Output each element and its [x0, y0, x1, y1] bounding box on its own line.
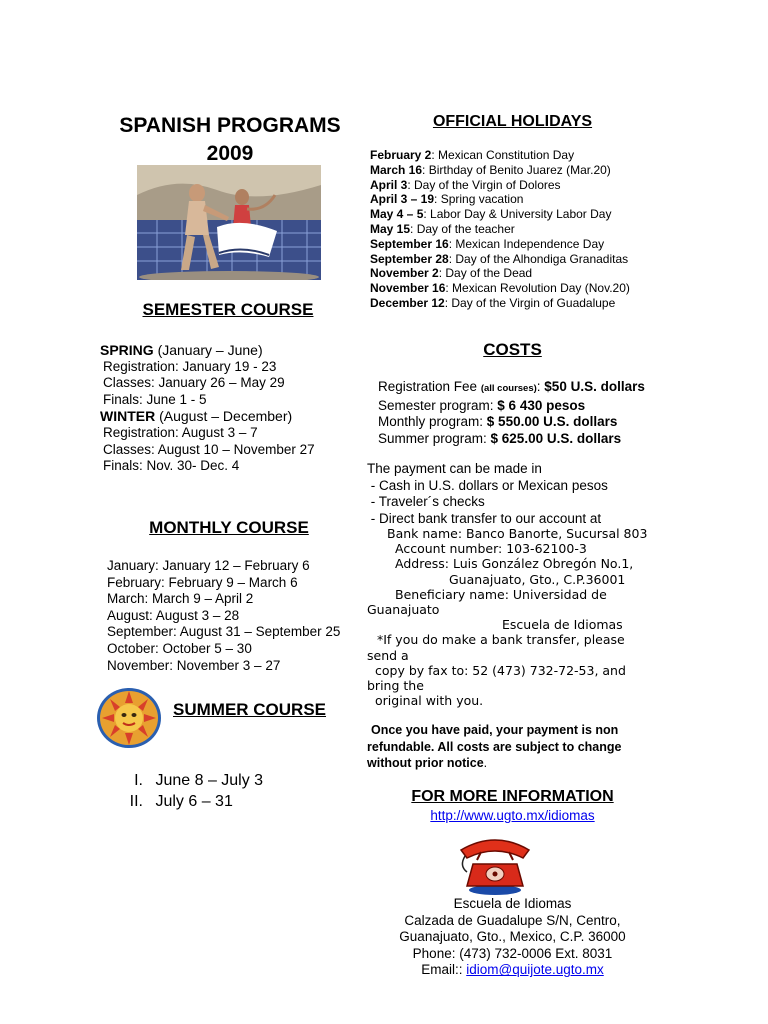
- holiday-item: [370, 296, 670, 311]
- summer-item-text: July 6 – 31: [155, 793, 233, 810]
- holiday-desc: : Mexican Independence Day: [448, 236, 605, 251]
- payment-intro: The payment can be made in: [367, 461, 542, 476]
- bank-details: [367, 526, 667, 708]
- refund-line-dot: .: [483, 756, 488, 770]
- monthly-line: January: January 12 – February 6: [107, 558, 310, 573]
- summer-item: [108, 770, 348, 791]
- semester-cost-label: Semester program:: [378, 397, 498, 413]
- email-label: Email::: [421, 962, 467, 978]
- spring-registration: Registration: January 19 - 23: [103, 358, 277, 374]
- monthly-heading: MONTHLY COURSE: [149, 518, 309, 537]
- refund-line-text: without prior notice: [367, 756, 484, 770]
- winter-registration: Registration: August 3 – 7: [103, 424, 258, 440]
- winter-label: WINTER: [100, 408, 156, 425]
- dance-painting-image: [137, 165, 321, 280]
- holiday-item: [370, 222, 670, 237]
- holiday-item: [370, 207, 670, 222]
- holiday-item: [370, 266, 670, 281]
- refund-line: Once you have paid, your payment is non: [371, 723, 619, 737]
- contact-block: [370, 896, 655, 979]
- spring-label: SPRING: [100, 342, 154, 358]
- registration-fee-note: (all courses): [480, 383, 537, 394]
- holiday-desc: : Day of the Dead: [438, 266, 533, 281]
- holiday-date: November 16: [370, 281, 446, 296]
- holiday-date: November 2: [370, 266, 439, 281]
- holiday-date: September 16: [370, 236, 449, 251]
- bank-name: Bank name: Banco Banorte, Sucursal 803: [387, 526, 648, 541]
- monthly-cost-label: Monthly program:: [378, 414, 487, 430]
- title-line2: 2009: [206, 142, 254, 165]
- bank-address-city: Guanajuato, Gto., C.P.36001: [449, 571, 626, 587]
- summer-cost-value: $ 625.00 U.S. dollars: [490, 430, 622, 446]
- monthly-line: February: February 9 – March 6: [107, 574, 298, 590]
- monthly-line: November: November 3 – 27: [107, 657, 281, 673]
- holiday-date: December 12: [370, 295, 445, 310]
- spring-range: (January – June): [153, 342, 263, 358]
- holiday-date: September 28: [370, 251, 449, 266]
- payment-block: [367, 461, 667, 527]
- payment-option: - Direct bank transfer to our account at: [367, 510, 602, 526]
- page-title: [100, 112, 360, 168]
- monthly-line: March: March 9 – April 2: [107, 591, 254, 607]
- spring-classes: Classes: January 26 – May 29: [103, 375, 285, 391]
- summer-item-number: II.: [129, 793, 143, 810]
- registration-fee-colon: :: [536, 379, 545, 394]
- winter-range: (August – December): [155, 408, 293, 425]
- winter-line: [100, 408, 360, 425]
- bank-address: Address: Luis González Obregón No.1,: [395, 556, 634, 572]
- registration-fee-value: $50 U.S. dollars: [544, 379, 645, 394]
- email-link[interactable]: idiom@quijote.ugto.mx: [466, 962, 604, 978]
- semester-cost: [378, 398, 678, 415]
- holiday-desc: : Mexican Revolution Day (Nov.20): [445, 281, 630, 296]
- fax-note: *If you do make a bank transfer, please: [377, 632, 625, 648]
- website-link[interactable]: http://www.ugto.mx/idiomas: [430, 808, 595, 823]
- payment-option: - Traveler´s checks: [367, 494, 485, 510]
- registration-fee-label: Registration Fee: [378, 379, 481, 394]
- refund-line: refundable. All costs are subject to change: [367, 739, 622, 754]
- winter-finals: Finals: Nov. 30- Dec. 4: [103, 458, 240, 474]
- telephone-icon: [455, 830, 533, 896]
- info-url[interactable]: [370, 808, 655, 825]
- monthly-list: [107, 558, 367, 674]
- costs-heading: COSTS: [483, 340, 542, 359]
- summer-cost: [378, 431, 678, 448]
- email-line: [370, 962, 655, 979]
- semester-heading: SEMESTER COURSE: [142, 300, 314, 319]
- holiday-date: May 15: [370, 221, 411, 236]
- holiday-desc: : Day of the Virgin of Guadalupe: [444, 295, 616, 310]
- fax-note-cont: send a: [367, 647, 409, 663]
- holiday-desc: : Day of the teacher: [410, 221, 515, 236]
- holiday-item: [370, 163, 670, 178]
- holiday-date: April 3: [370, 177, 408, 192]
- spring-finals: Finals: June 1 - 5: [103, 391, 207, 407]
- holiday-desc: : Birthday of Benito Juarez (Mar.20): [422, 162, 611, 177]
- bank-beneficiary-school: Escuela de Idiomas: [502, 617, 623, 633]
- monthly-line: October: October 5 – 30: [107, 640, 252, 656]
- address-line: Calzada de Guadalupe S/N, Centro,: [404, 912, 621, 928]
- holiday-item: [370, 252, 670, 267]
- info-heading: FOR MORE INFORMATION: [411, 788, 614, 805]
- summer-heading: SUMMER COURSE: [173, 700, 327, 719]
- holiday-desc: : Day of the Alhondiga Granaditas: [448, 251, 629, 266]
- summer-cost-label: Summer program:: [378, 430, 491, 446]
- monthly-line: August: August 3 – 28: [107, 607, 240, 623]
- fax-number: copy by fax to: 52 (473) 732-72-53, and: [375, 662, 626, 678]
- payment-option: - Cash in U.S. dollars or Mexican pesos: [367, 477, 608, 493]
- bank-account: Account number: 103-62100-3: [395, 541, 587, 557]
- holiday-item: [370, 237, 670, 252]
- holiday-date: February 2: [370, 148, 432, 162]
- summer-item-number: I.: [134, 772, 143, 789]
- title-line1: SPANISH PROGRAMS: [119, 114, 341, 137]
- holiday-desc: : Labor Day & University Labor Day: [423, 207, 612, 222]
- holidays-list: [370, 148, 670, 311]
- holiday-item: [370, 178, 670, 193]
- spring-line: [100, 342, 360, 359]
- monthly-line: September: August 31 – September 25: [107, 624, 341, 640]
- winter-classes: Classes: August 10 – November 27: [103, 441, 315, 457]
- sun-face-icon: [96, 687, 162, 749]
- bank-beneficiary: Beneficiary name: Universidad de: [395, 586, 607, 602]
- semester-block: [100, 342, 360, 475]
- monthly-cost: [378, 414, 678, 431]
- holiday-date: May 4 – 5: [370, 207, 424, 222]
- costs-list: [378, 379, 678, 447]
- holiday-item: [370, 192, 670, 207]
- holidays-heading: OFFICIAL HOLIDAYS: [432, 113, 593, 130]
- registration-fee: [378, 379, 678, 398]
- holiday-desc: : Mexican Constitution Day: [431, 148, 575, 162]
- summer-list: [108, 770, 348, 812]
- school-name: Escuela de Idiomas: [453, 896, 572, 911]
- fax-note-cont: bring the: [367, 678, 424, 694]
- summer-item: [108, 791, 348, 812]
- semester-cost-value: $ 6 430 pesos: [497, 397, 586, 413]
- holiday-item: [370, 281, 670, 296]
- holiday-item: [370, 148, 670, 163]
- fax-note-end: original with you.: [375, 693, 484, 709]
- refund-line: [367, 755, 667, 772]
- holiday-date: April 3 – 19: [370, 192, 435, 207]
- holiday-desc: : Day of the Virgin of Dolores: [407, 177, 561, 192]
- address-line: Guanajuato, Gto., Mexico, C.P. 36000: [399, 929, 626, 945]
- phone-line: Phone: (473) 732-0006 Ext. 8031: [412, 945, 613, 961]
- holiday-desc: : Spring vacation: [434, 192, 524, 207]
- holiday-date: March 16: [370, 162, 423, 177]
- monthly-cost-value: $ 550.00 U.S. dollars: [486, 414, 618, 430]
- refund-notice: [367, 722, 667, 772]
- summer-item-text: June 8 – July 3: [155, 772, 264, 789]
- bank-beneficiary-cont: Guanajuato: [367, 602, 440, 618]
